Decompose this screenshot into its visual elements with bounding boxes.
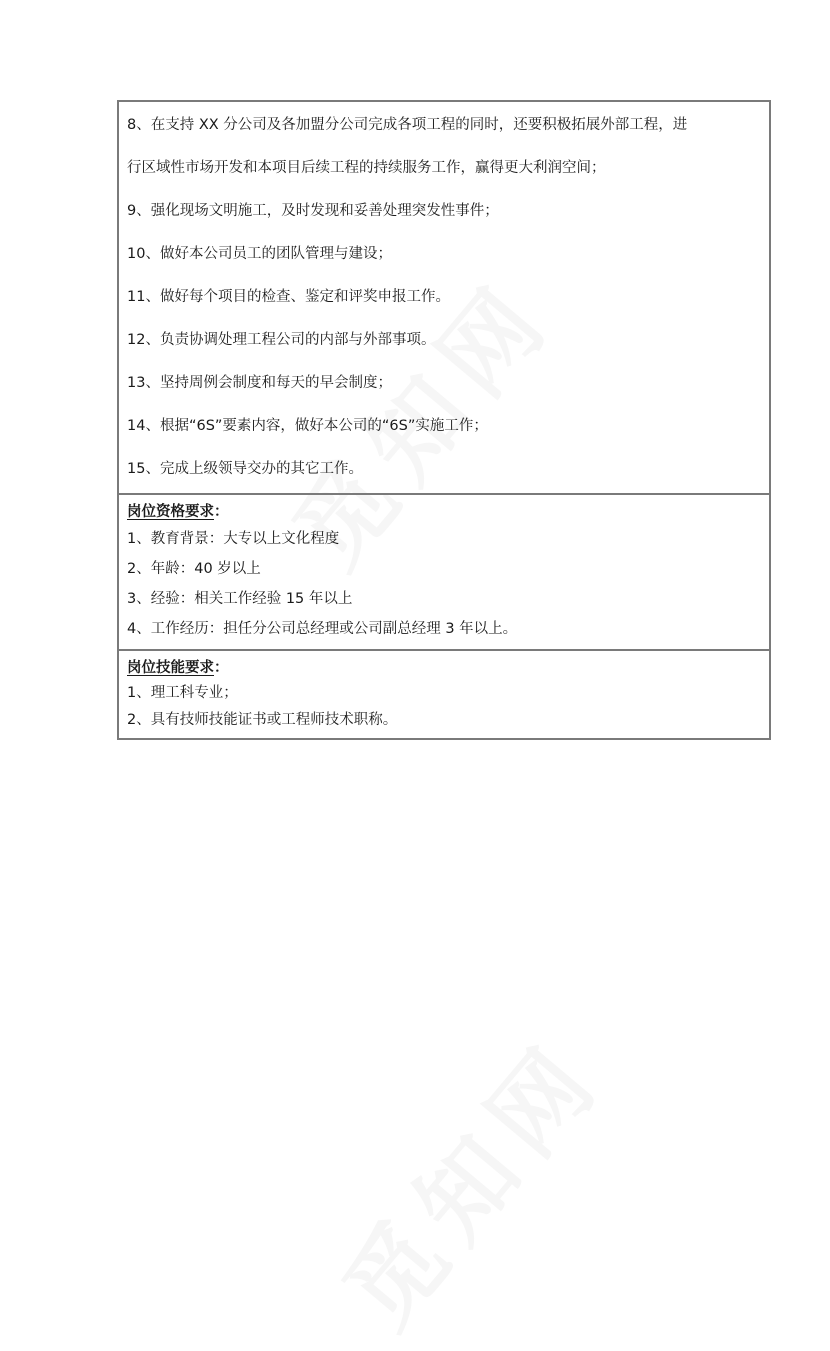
job-description-table bbox=[117, 100, 771, 740]
duty-line: 12、负责协调处理工程公司的内部与外部事项。 bbox=[127, 332, 436, 348]
duty-line: 8、在支持 XX 分公司及各加盟分公司完成各项工程的同时，还要积极拓展外部工程，进 bbox=[127, 117, 688, 133]
qualification-heading bbox=[127, 500, 769, 524]
skills-section bbox=[119, 651, 769, 738]
duty-line: 15、完成上级领导交办的其它工作。 bbox=[127, 461, 363, 477]
duty-line: 10、做好本公司员工的团队管理与建设； bbox=[127, 246, 392, 262]
skills-colon: ： bbox=[214, 660, 229, 676]
duty-line: 9、强化现场文明施工，及时发现和妥善处理突发性事件； bbox=[127, 203, 499, 219]
qualification-title: 岗位资格要求 bbox=[127, 504, 214, 520]
skills-title: 岗位技能要求 bbox=[127, 660, 214, 676]
qualification-item: 4、工作经历：担任分公司总经理或公司副总经理 3 年以上。 bbox=[127, 621, 518, 637]
qualification-colon: ： bbox=[214, 504, 229, 520]
duty-line: 行区域性市场开发和本项目后续工程的持续服务工作，赢得更大利润空间； bbox=[127, 160, 606, 176]
qualification-item: 1、教育背景：大专以上文化程度 bbox=[127, 531, 340, 547]
qualification-item: 3、经验：相关工作经验 15 年以上 bbox=[127, 591, 353, 607]
skills-heading bbox=[127, 656, 769, 680]
duty-line: 13、坚持周例会制度和每天的早会制度； bbox=[127, 375, 392, 391]
qualification-section bbox=[119, 495, 769, 651]
skills-item: 1、理工科专业； bbox=[127, 685, 238, 701]
skills-item: 2、具有技师技能证书或工程师技术职称。 bbox=[127, 712, 398, 728]
qualification-item: 2、年龄：40 岁以上 bbox=[127, 561, 261, 577]
watermark-bottom bbox=[308, 1006, 629, 1351]
duty-line: 14、根据“6S”要素内容，做好本公司的“6S”实施工作； bbox=[127, 418, 488, 434]
duty-line: 11、做好每个项目的检查、鉴定和评奖申报工作。 bbox=[127, 289, 450, 305]
duties-section bbox=[119, 102, 769, 495]
